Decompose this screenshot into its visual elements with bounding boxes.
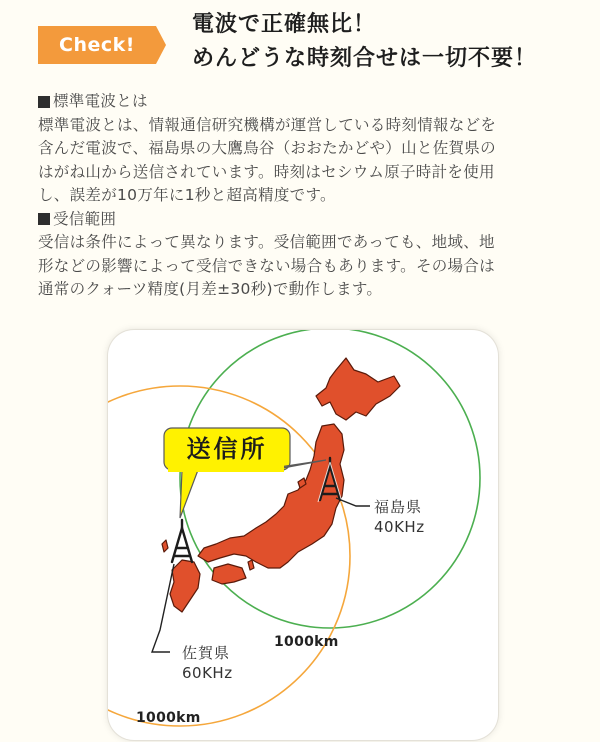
paragraph-line: 形などの影響によって受信できない場合もあります。その場合は bbox=[38, 256, 495, 275]
callout-transmitter bbox=[164, 428, 290, 470]
fukushima-name: 福島県 bbox=[374, 498, 423, 516]
section-heading-standard-wave bbox=[38, 90, 578, 114]
fukushima-frequency: 40KHz bbox=[374, 518, 425, 536]
section-heading-label: 受信範囲 bbox=[53, 209, 117, 228]
hokkaido-shape bbox=[316, 358, 400, 420]
headline-line-2: めんどうな時刻合せは一切不要！ bbox=[192, 46, 538, 71]
section-heading-reception-range bbox=[38, 208, 578, 232]
description bbox=[38, 90, 578, 302]
paragraph-line: 通常のクォーツ精度(月差±30秒)で動作します。 bbox=[38, 280, 383, 298]
paragraph-line: 含んだ電波で、福島県の大鷹鳥谷（おおたかどや）山と佐賀県の bbox=[38, 139, 496, 157]
fukushima-radius-label: 1000km bbox=[274, 634, 339, 650]
awaji-island-shape bbox=[248, 560, 254, 570]
kyushu-shape bbox=[170, 560, 200, 612]
check-label: Check! bbox=[59, 34, 135, 56]
saga-name: 佐賀県 bbox=[182, 644, 231, 662]
square-bullet-icon bbox=[38, 213, 50, 225]
map-graphic bbox=[108, 330, 498, 740]
saga-frequency: 60KHz bbox=[182, 664, 233, 682]
shikoku-shape bbox=[212, 564, 246, 584]
saga-leader-line bbox=[152, 564, 174, 652]
headline bbox=[192, 8, 592, 76]
square-bullet-icon bbox=[38, 96, 50, 108]
callout-label: 送信所 bbox=[186, 435, 268, 463]
paragraph-line: 受信は条件によって異なります。受信範囲であっても、地域、地 bbox=[38, 233, 495, 251]
paragraph-line: し、誤差が10万年に1秒と超高精度です。 bbox=[38, 186, 336, 204]
saga-antenna-icon bbox=[172, 520, 192, 562]
paragraph-line: 標準電波とは、情報通信研究機構が運営している時刻情報などを bbox=[38, 115, 497, 134]
paragraph-line: はがね山から送信されています。時刻はセシウム原子時計を使用 bbox=[38, 162, 495, 181]
headline-line-1: 電波で正確無比！ bbox=[192, 12, 377, 37]
saga-radius-label: 1000km bbox=[136, 710, 201, 726]
section-heading-label: 標準電波とは bbox=[53, 92, 148, 110]
check-badge bbox=[38, 26, 166, 64]
reception-map bbox=[108, 330, 498, 740]
tsushima-island-shape bbox=[162, 540, 168, 552]
header bbox=[0, 0, 600, 86]
japan-islands bbox=[162, 358, 400, 612]
